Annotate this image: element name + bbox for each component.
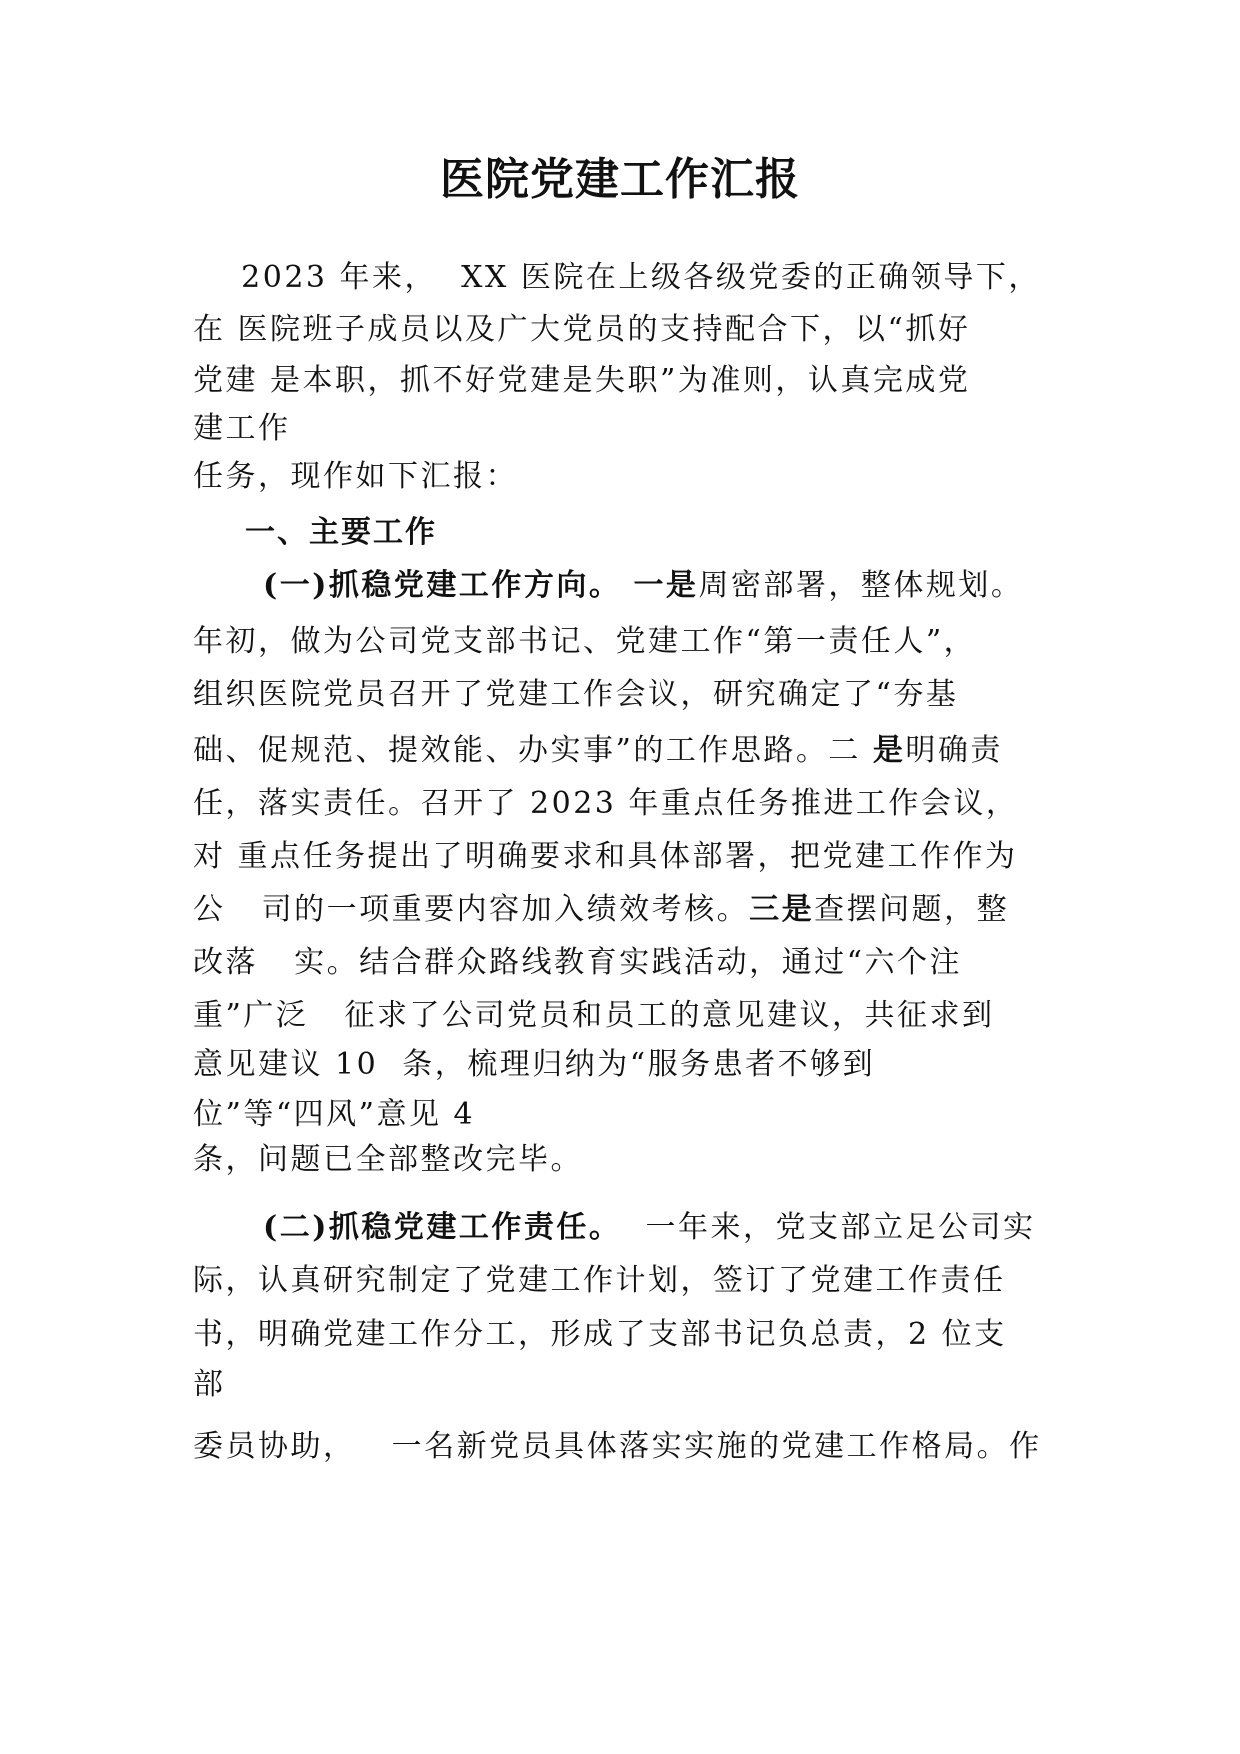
sub1-line-6: 对 重点任务提出了明确要求和具体部署，把党建工作作为	[193, 839, 1018, 874]
sub2-line-4: 部	[193, 1367, 226, 1402]
sub1-line-7	[193, 890, 1009, 930]
sub1-line-9: 重”广泛 征求了公司党员和员工的意见建议，共征求到	[193, 998, 995, 1033]
sub1-marker-three: 三是	[749, 892, 815, 927]
sub2-line-3: 书，明确党建工作分工，形成了支部书记负总责，2 位支	[193, 1317, 1007, 1352]
sub1-line-4-suffix: 明确责	[905, 733, 1003, 768]
section-heading-main-work: 一、主要工作	[245, 515, 437, 550]
intro-line-1: 2023 年来， XX 医院在上级各级党委的正确领导下，	[193, 260, 1041, 295]
sub1-line-10: 意见建议 10 条，梳理归纳为“服务患者不够到	[193, 1047, 876, 1082]
document-title: 医院党建工作汇报	[440, 154, 800, 205]
sub1-marker-two: 是	[872, 733, 906, 768]
sub1-line-3: 组织医院党员召开了党建工作会议，研究确定了“夯基	[193, 677, 959, 712]
sub2-heading: (二)抓稳党建工作责任。	[263, 1210, 622, 1245]
sub1-line-7-suffix: 查摆问题，整	[814, 892, 1010, 927]
intro-line-3: 党建 是本职，抓不好党建是失职”为准则，认真完成党	[193, 363, 971, 398]
sub1-heading: (一)抓稳党建工作方向。	[263, 568, 622, 603]
sub1-line-11: 位”等“四风”意见 4	[193, 1097, 476, 1132]
sub1-line-5: 任，落实责任。召开了 2023 年重点任务推进工作会议，	[193, 786, 1019, 821]
intro-line-5: 任务，现作如下汇报：	[193, 459, 518, 494]
sub1-first-text: 周密部署，整体规划。	[698, 568, 1024, 603]
intro-line-4: 建工作	[193, 411, 291, 446]
sub1-line-4-prefix: 础、促规范、提效能、办实事”的工作思路。二	[193, 733, 873, 768]
sub1-line-7-prefix: 公 司的一项重要内容加入绩效考核。	[193, 892, 750, 927]
sub2-line-2: 际，认真研究制定了党建工作计划，签订了党建工作责任	[193, 1263, 1006, 1298]
sub1-marker-one: 一是	[633, 568, 699, 603]
sub2-line-5: 委员协助， 一名新党员具体落实实施的党建工作格局。作	[193, 1429, 1042, 1464]
sub1-line-4	[193, 731, 1003, 771]
sub1-line-8: 改落 实。结合群众路线教育实践活动，通过“六个注	[193, 945, 962, 980]
sub2-first-line	[263, 1208, 1035, 1248]
sub1-line-2: 年初，做为公司党支部书记、党建工作“第一责任人”，	[193, 624, 977, 659]
sub1-first-line	[263, 566, 1023, 606]
sub1-line-12: 条，问题已全部整改完毕。	[193, 1142, 583, 1177]
intro-line-2: 在 医院班子成员以及广大党员的支持配合下，以“抓好	[193, 312, 971, 347]
sub2-first-text: 一年来，党支部立足公司实	[621, 1210, 1036, 1245]
